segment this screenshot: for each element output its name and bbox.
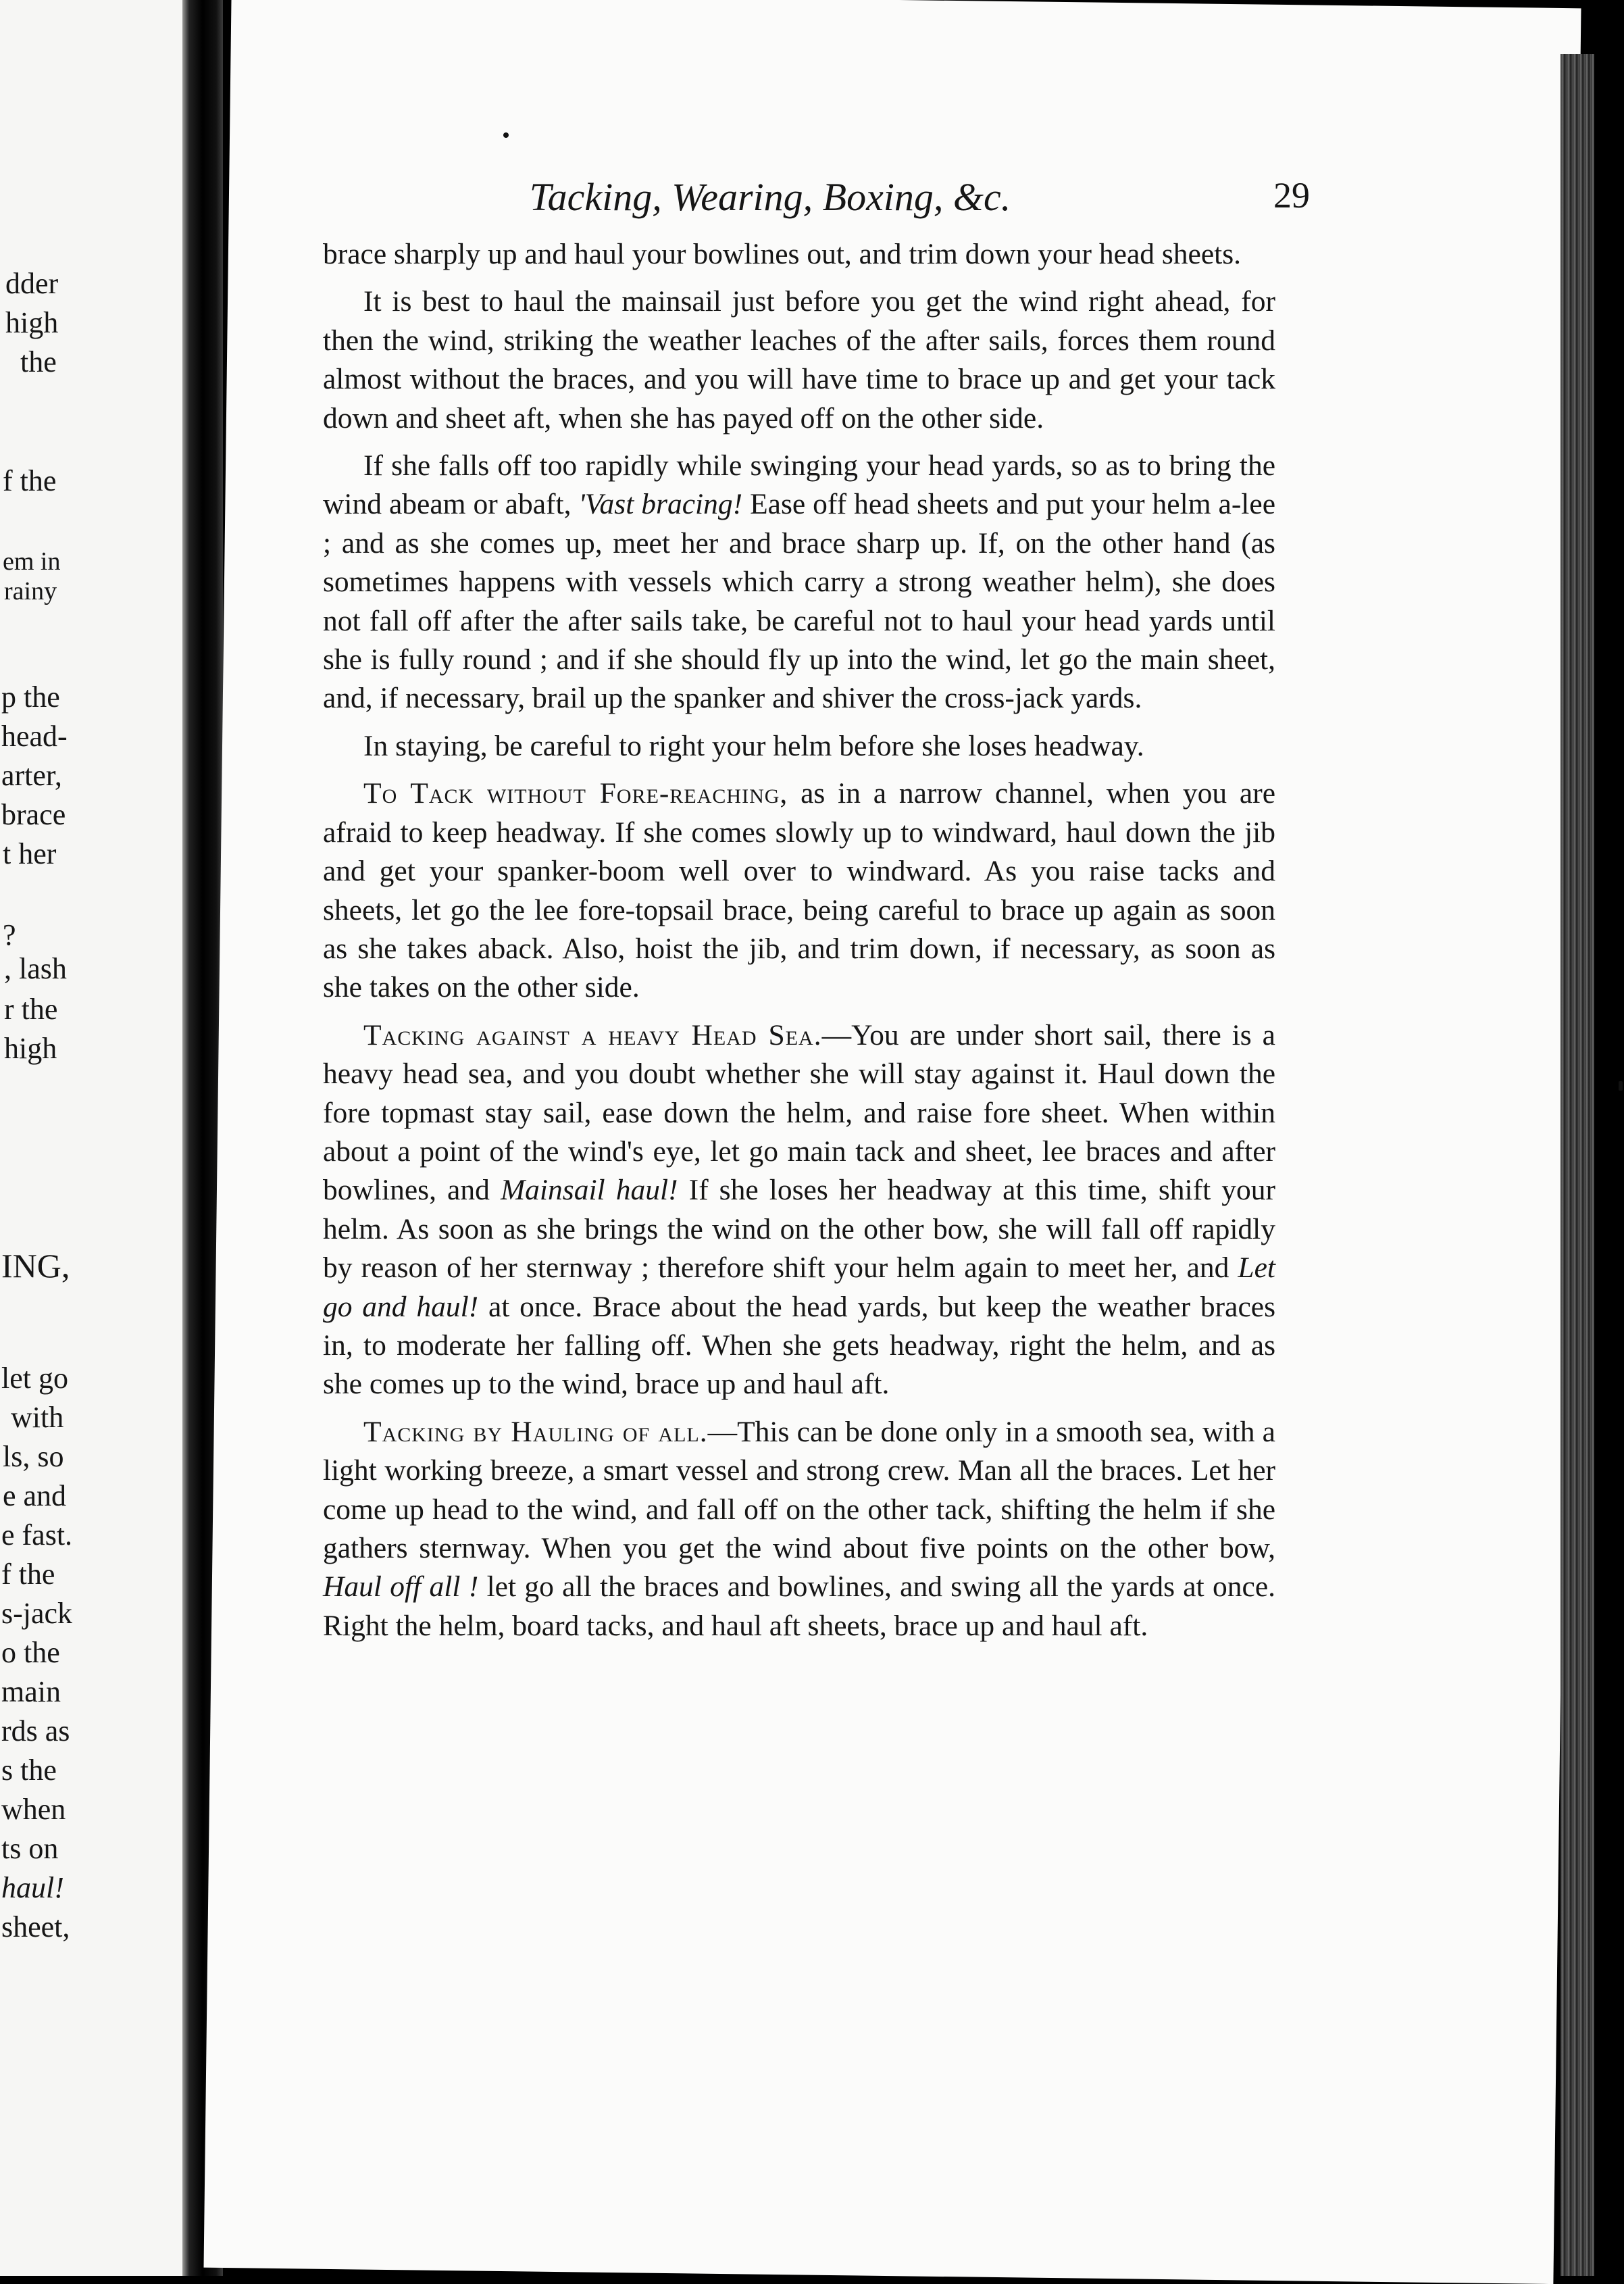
left-fragment: main — [1, 1675, 61, 1708]
paragraph — [323, 1413, 1275, 1645]
text-run: —You are under short sail, there is a heavy head sea, and you doubt whether she will stay against it. Haul down the fore topmast stay sail, ease down the helm, and raise fore sheet. When within about a point of the wind's eye, let go main tack and sheet, lee braces and after bowlines, and — [323, 1018, 1275, 1207]
text-run: —This can be done only in a smooth sea, with a light working breeze, a smart vessel and strong crew. Man all the braces. Let her come up head to the wind, and fall off on the other tack, shifting the helm if she gathers sternway. When you get the wind about five points on the other bow, — [323, 1415, 1275, 1564]
text-run: at once. Brace about the head yards, but keep the weather braces in, to moderate her falling off. When she gets headway, right the helm, and as she comes up to the wind, brace up and haul aft. — [323, 1290, 1276, 1401]
paragraph: It is best to haul the mainsail just before you get the wind right ahead, for then the wind, striking the weather leaches of the after sails, forces them round almost without the braces, and you will have time to brace up and get your tack down and sheet aft, when she has payed off on the other side. — [323, 285, 1275, 435]
left-fragment: r the — [4, 993, 58, 1026]
left-fragment: s-jack — [1, 1597, 73, 1630]
ink-speck — [503, 132, 509, 138]
section-heading: Tacking against a heavy Head Sea. — [363, 1018, 822, 1051]
paragraph — [323, 447, 1275, 718]
left-fragment: ? — [3, 918, 16, 951]
command-italic: Let go and haul! — [323, 1251, 1275, 1323]
left-fragment: head- — [1, 720, 68, 753]
command-italic: Haul off all ! — [323, 1570, 479, 1604]
section-heading: Tacking by Hauling of all. — [363, 1415, 708, 1448]
section-heading: To Tack without Fore-reaching, — [363, 777, 788, 810]
left-fragment: brace — [1, 798, 66, 831]
left-fragment: when — [1, 1793, 66, 1826]
text-run: If she falls off too rapidly while swinging your head yards, so as to bring the wind abeam or abaft, — [323, 449, 1275, 521]
left-fragment: rainy — [4, 577, 57, 605]
left-fragment: o the — [1, 1636, 60, 1669]
paragraph: brace sharply up and haul your bowlines out, and trim down your head sheets. — [323, 238, 1242, 270]
paragraph: In staying, be careful to right your helm before she loses headway. — [363, 729, 1144, 762]
left-fragment: sheet, — [1, 1910, 70, 1943]
left-page — [0, 0, 182, 2276]
left-fragment: rds as — [1, 1714, 70, 1747]
left-fragment: dder — [5, 267, 59, 300]
page-body — [323, 235, 1275, 1654]
text-run: If she loses her headway at this time, shift your helm. As soon as she brings the wind on the other bow, she will fall off rapidly by reason of her sternway ; therefore shift your helm again to meet her, and — [323, 1174, 1276, 1285]
paragraph — [323, 774, 1275, 1007]
command-italic: Mainsail haul! — [500, 1174, 678, 1207]
page-edge-stack — [1560, 54, 1594, 2276]
ink-speck — [1619, 1081, 1623, 1091]
left-fragment: , lash — [4, 952, 67, 985]
left-fragment: f the — [3, 464, 57, 497]
running-head: Tacking, Wearing, Boxing, &c. — [529, 175, 1011, 219]
left-fragment: t her — [3, 837, 57, 870]
left-fragment: with — [11, 1401, 64, 1434]
left-fragment: let go — [1, 1362, 68, 1395]
left-fragment: ts on — [1, 1832, 59, 1865]
left-fragment: high — [5, 306, 59, 339]
left-fragment: f the — [1, 1558, 55, 1591]
left-fragment: ls, so — [3, 1440, 64, 1473]
page-number: 29 — [1273, 175, 1310, 216]
paragraph — [323, 1016, 1275, 1404]
left-fragment: ING, — [1, 1247, 70, 1285]
left-fragment: e and — [3, 1479, 67, 1512]
left-fragment: em in — [3, 547, 61, 576]
left-fragment: haul! — [1, 1871, 64, 1904]
left-fragment: s the — [1, 1754, 57, 1787]
left-fragment: arter, — [1, 759, 62, 792]
text-run: let go all the braces and bowlines, and swing all the yards at once. Right the helm, board tacks, and haul aft sheets, brace up and haul aft. — [323, 1570, 1275, 1642]
left-fragment: high — [4, 1032, 57, 1065]
left-fragment: p the — [1, 680, 60, 714]
text-run: as in a narrow channel, when you are afraid to keep headway. If she comes slowly up to windward, haul down the jib and get your spanker-boom well over to windward. As you raise tacks and sheets, let go the lee fore-topsail brace, being careful to brace up again as soon as she takes aback. Also, hoist the jib, and trim down, if necessary, as soon as she takes on the other side. — [323, 777, 1275, 1004]
text-run: Ease off head sheets and put your helm a-lee ; and as she comes up, meet her and brace sharp up. If, on the other hand (as sometimes happens with vessels which carry a strong weather helm), she does not fall off after the after sails take, be careful not to haul your head yards until she is fully round ; and if she should fly up into the wind, let go the main sheet, and, if necessary, brail up the spanker and shiver the cross-jack yards. — [323, 488, 1276, 715]
left-fragment: the — [20, 345, 57, 378]
command-italic: 'Vast bracing! — [578, 488, 743, 521]
left-fragment: e fast. — [1, 1518, 73, 1551]
